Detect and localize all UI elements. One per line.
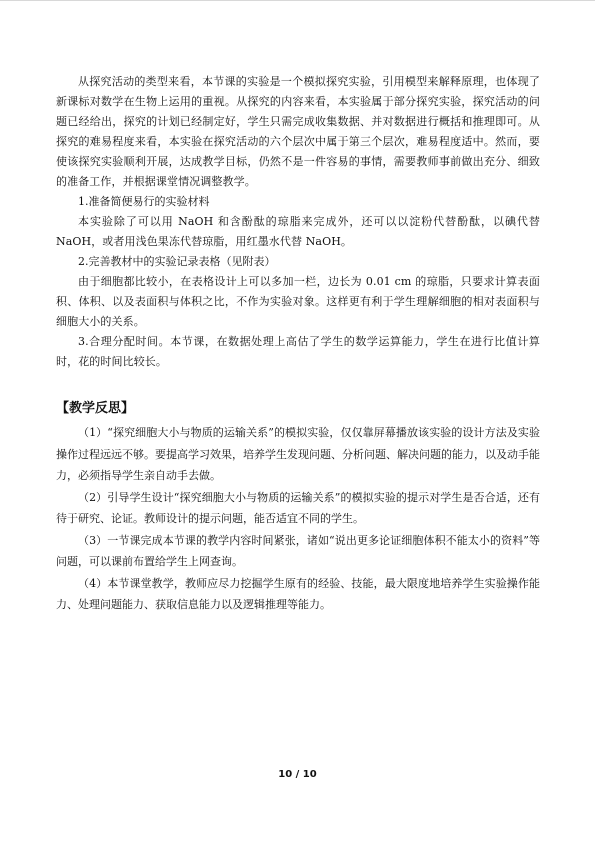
subheading-2: 2.完善教材中的实验记录表格（见附表） bbox=[78, 255, 276, 268]
reflection-item-1: （1）“探究细胞大小与物质的运输关系”的模拟实验，仅仅靠屏幕播放该实验的设计方法及实验操作过程远远不够。要提高学习效果，培养学生发现问题、分析问题、解决问题的能力，以及动手能力，必须指导学生亲自动手去做。 bbox=[56, 426, 540, 482]
top-border-line bbox=[0, 0, 595, 1]
reflection-item-2: （2）引导学生设计“探究细胞大小与物质的运输关系”的模拟实验的提示对学生是否合适，还有待于研究、论证。教师设计的提示问题，能否适宜不同的学生。 bbox=[56, 490, 540, 525]
body-paragraph-4: 3.合理分配时间。本节课，在数据处理上高估了学生的数学运算能力，学生在进行比值计算时，花的时间比较长。 bbox=[56, 335, 540, 368]
reflection-item-3: （3）一节课完成本节课的教学内容时间紧张，诸如“说出更多论证细胞体积不能太小的资料”等问题，可以课前布置给学生上网查询。 bbox=[56, 533, 540, 568]
document-content bbox=[56, 72, 540, 616]
reflection-item-4: （4）本节课堂教学，教师应尽力挖掘学生原有的经验、技能，最大限度地培养学生实验操作能力、处理问题能力、获取信息能力以及逻辑推理等能力。 bbox=[56, 576, 540, 611]
page-number: 10 / 10 bbox=[278, 769, 317, 780]
body-paragraph-1: 从探究活动的类型来看，本节课的实验是一个模拟探究实验，引用模型来解释原理，也体现了新课标对数学在生物上运用的重视。从探究的内容来看，本实验属于部分探究实验，探究活动的问题已经给出，探究的计划已经制定好，学生只需完成收集数据、并对数据进行概括和推理即可。从探究的难易程度来看，本实验在探究活动的六个层次中属于第三个层次，难易程度适中。然而，要使该探究实验顺利开展，达成教学目标，仍然不是一件容易的事情，需要教师事前做出充分、细致的准备工作，并根据课堂情况调整教学。 bbox=[56, 75, 540, 188]
subheading-1: 1.准备简便易行的实验材料 bbox=[78, 195, 210, 208]
body-paragraph-2: 本实验除了可以用 NaOH 和含酚酞的琼脂来完成外，还可以以淀粉代替酚酞，以碘代替 NaOH，或者用浅色果冻代替琼脂，用红墨水代替 NaOH。 bbox=[56, 215, 540, 248]
body-paragraph-3: 由于细胞都比较小，在表格设计上可以多加一栏，边长为 0.01 cm 的琼脂，只要求计算表面积、体积、以及表面积与体积之比，不作为实验对象。这样更有利于学生理解细胞的相对表面积与细胞大小的关系。 bbox=[56, 275, 540, 328]
reflection-title: 【教学反思】 bbox=[56, 401, 135, 416]
